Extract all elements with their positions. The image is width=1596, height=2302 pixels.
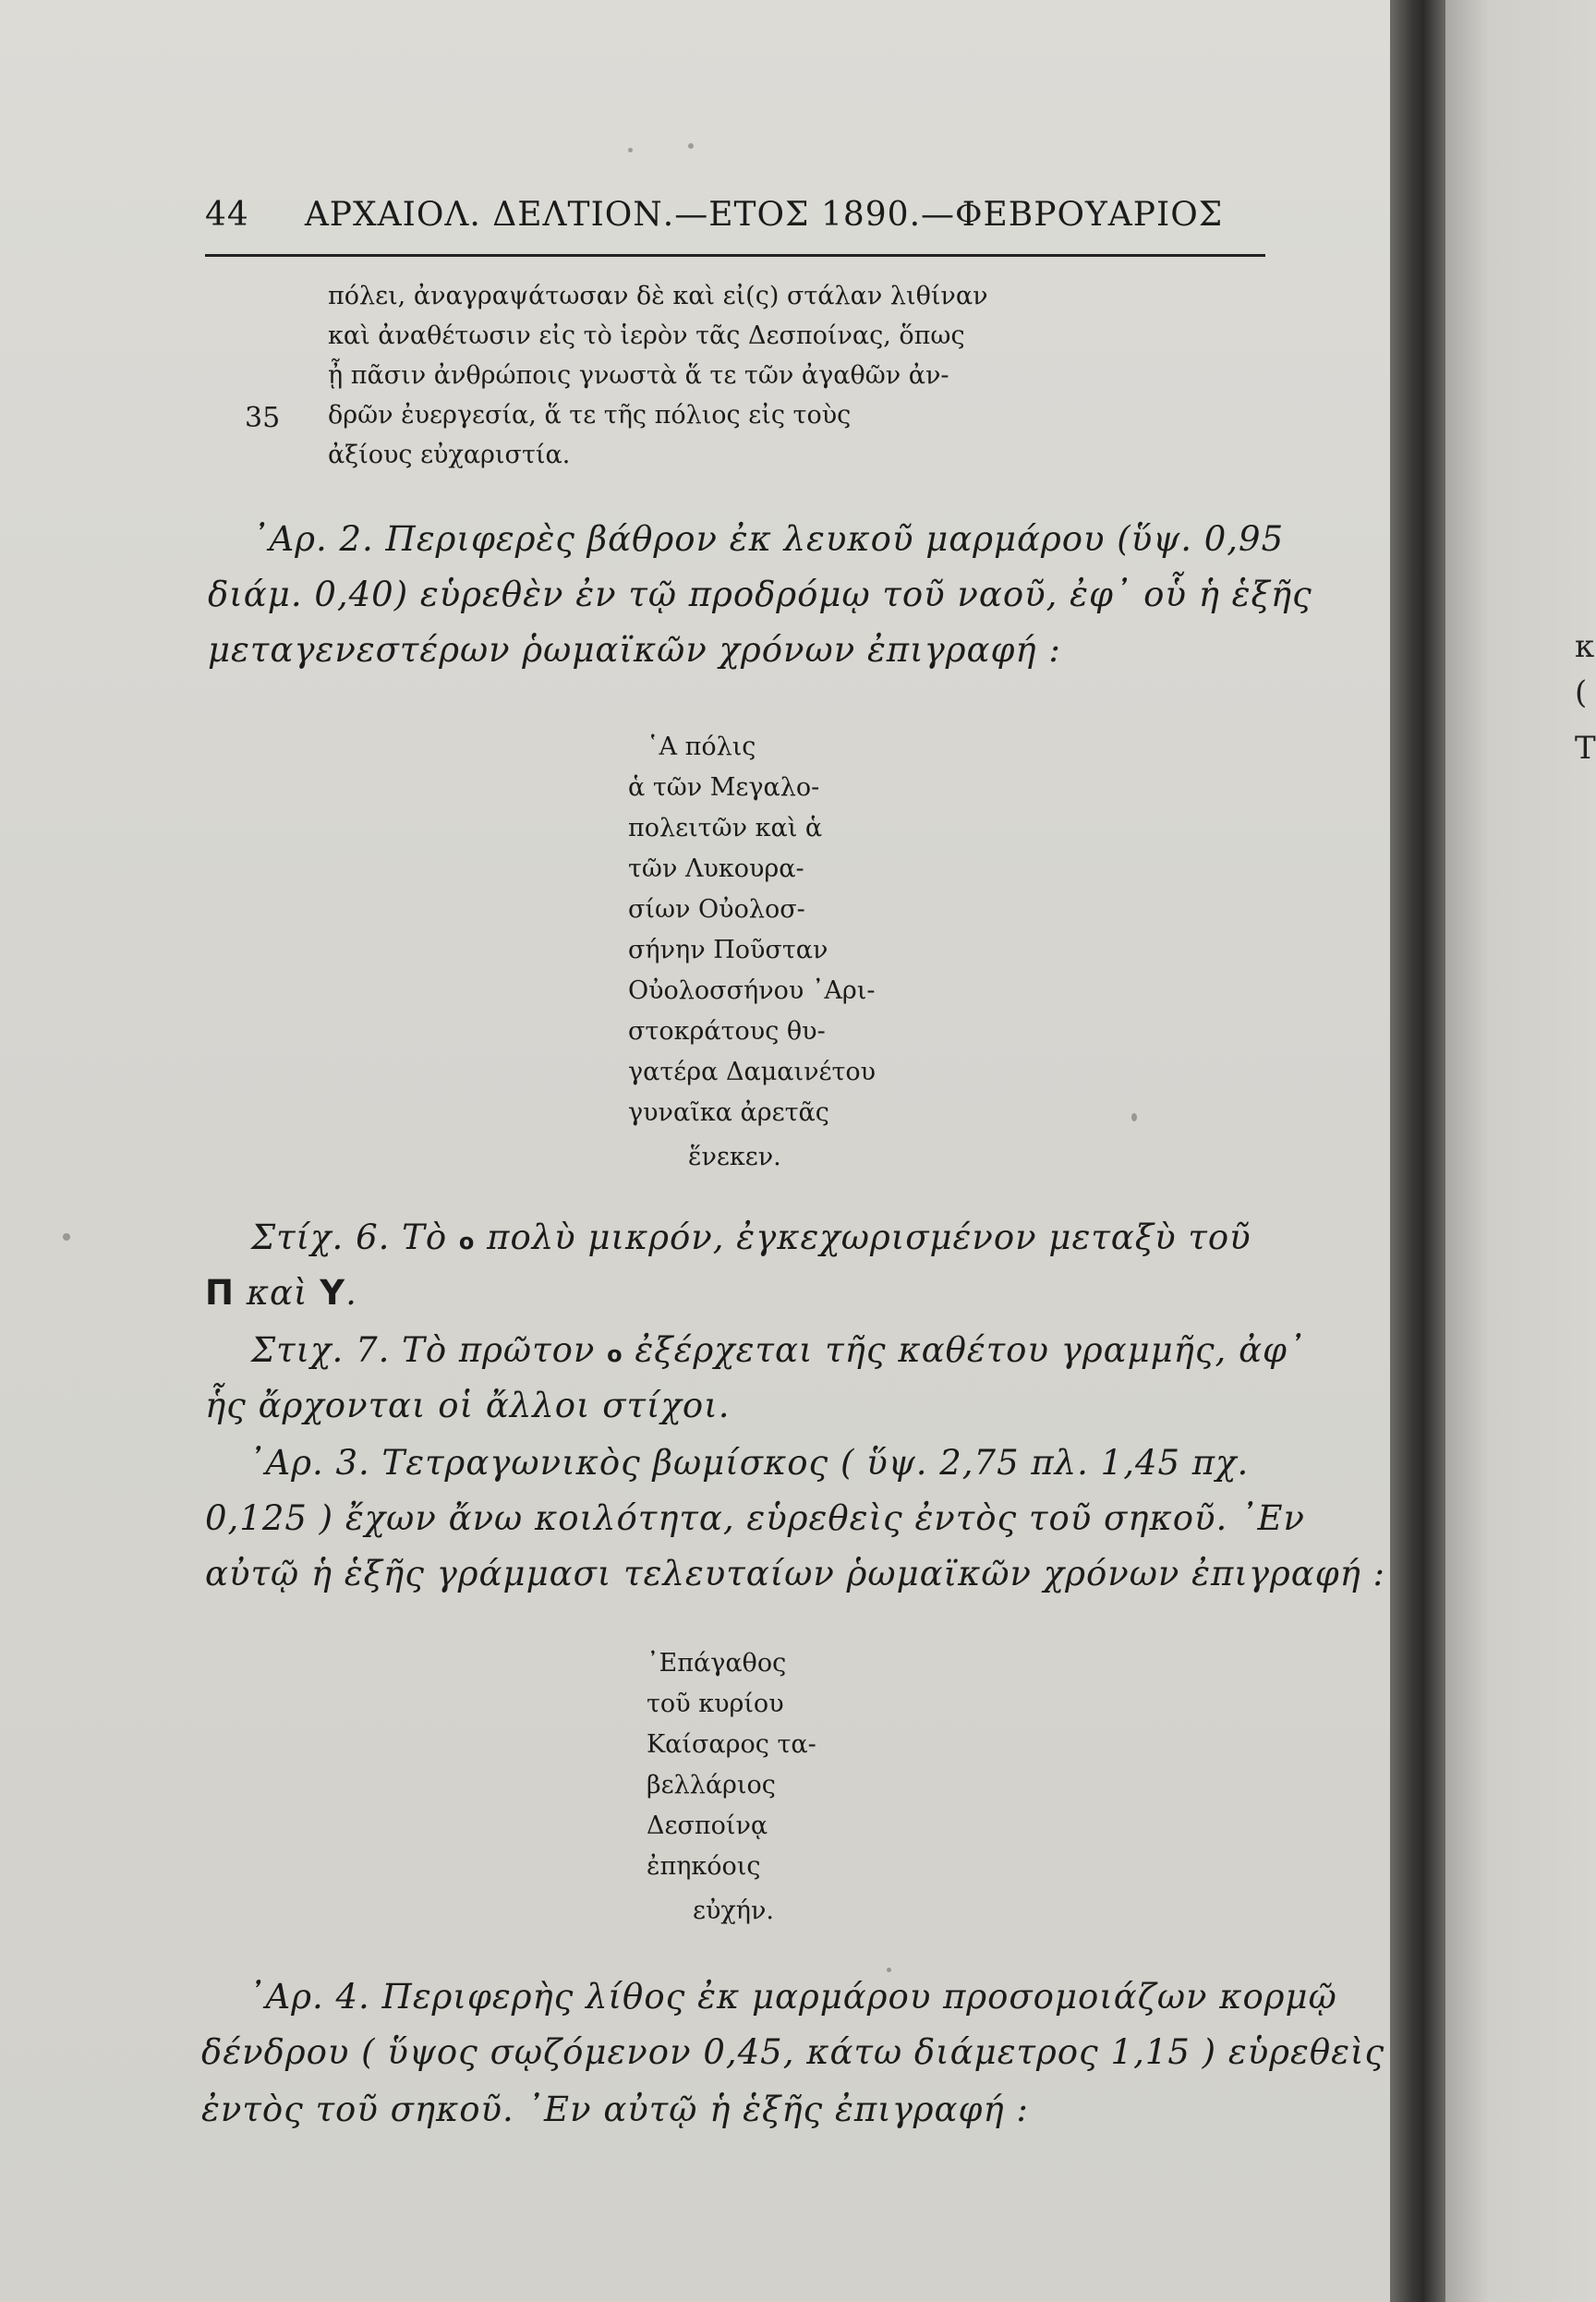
inscription-line: καὶ ἀναθέτωσιν εἰς τὸ ἱερὸν τᾶς Δεσποίνας, ὅπως	[328, 321, 965, 350]
scan-speck	[63, 1233, 70, 1241]
line-number: 35	[245, 402, 281, 434]
inscription-line: εὐχήν.	[693, 1896, 774, 1925]
inscription-line: γατέρα Δαμαινέτου	[628, 1058, 877, 1086]
book-gutter	[1390, 0, 1445, 2302]
body-line: διάμ. 0,40) εὑρεθὲν ἐν τῷ προδρόμῳ τοῦ ναοῦ, ἐφ᾿ οὗ ἡ ἑξῆς	[208, 575, 1312, 614]
note-text: Στιχ. 7. Τὸ πρῶτον	[251, 1330, 596, 1370]
inscription-line: ἐπηκόοις	[647, 1852, 761, 1881]
scan-speck	[628, 148, 633, 152]
body-line: μεταγενεστέρων ῥωμαϊκῶν χρόνων ἐπιγραφή :	[208, 630, 1061, 670]
running-title: ΑΡΧΑΙΟΛ. ΔΕΛΤΙΟΝ.—ΕΤΟΣ 1890.—ΦΕΒΡΟΥΑΡΙΟΣ	[304, 196, 1224, 234]
epigraphic-glyph: Υ	[320, 1273, 346, 1313]
note-line	[251, 1330, 1305, 1370]
note-text: πολὺ μικρόν, ἐγκεχωρισμένον μεταξὺ τοῦ	[487, 1218, 1251, 1257]
note-text: Στίχ. 6. Τὸ	[251, 1218, 448, 1257]
epigraphic-glyph: ο	[607, 1341, 623, 1367]
inscription-line: σίων Οὐολοσ-	[628, 895, 805, 924]
inscription-line: σήνην Ποῦσταν	[628, 936, 828, 964]
note-text: καὶ	[246, 1273, 308, 1313]
body-line: ᾿Αρ. 3. Τετραγωνικὸς βωμίσκος ( ὕψ. 2,75 πλ. 1,45 πχ.	[248, 1443, 1250, 1483]
inscription-line: γυναῖκα ἀρετᾶς	[628, 1098, 829, 1127]
inscription-line: τῶν Λυκουρα-	[628, 854, 804, 883]
body-line: ᾿Αρ. 4. Περιφερὴς λίθος ἐκ μαρμάρου προσομοιάζων κορμῷ	[248, 1977, 1337, 2017]
note-text: ἐξέρχεται τῆς καθέτου γραμμῆς, ἀφ᾿	[635, 1330, 1306, 1370]
epigraphic-glyph: ο	[458, 1229, 476, 1254]
inscription-line: πολειτῶν καὶ ἁ	[628, 814, 823, 842]
scan-speck	[887, 1968, 891, 1972]
inscription-line: τοῦ κυρίου	[647, 1690, 784, 1718]
inscription-line: ἕνεκεν.	[688, 1143, 781, 1171]
inscription-line: ἁ τῶν Μεγαλο-	[628, 773, 820, 802]
body-line: 0,125 ) ἔχων ἄνω κοιλότητα, εὑρεθεὶς ἐντὸς τοῦ σηκοῦ. ᾿Εν	[205, 1498, 1306, 1538]
inscription-line: Οὐολοσσήνου ᾿Αρι-	[628, 976, 876, 1005]
adjacent-page-edge	[1445, 0, 1596, 2302]
inscription-line: στοκράτους θυ-	[628, 1017, 826, 1046]
body-line: ᾿Αρ. 2. Περιφερὲς βάθρον ἐκ λευκοῦ μαρμάρου (ὕψ. 0,95	[251, 519, 1285, 559]
edge-text: κ	[1575, 628, 1595, 665]
inscription-line: ᾖ πᾶσιν ἀνθρώποις γνωστὰ ἅ τε τῶν ἀγαθῶν ἀν-	[328, 361, 949, 390]
header-rule	[205, 254, 1265, 257]
page-number: 44	[205, 196, 249, 234]
inscription-line: πόλει, ἀναγραψάτωσαν δὲ καὶ εἰ(ς) στάλαν λιθίναν	[328, 282, 988, 310]
inscription-line: Καίσαρος τα-	[647, 1730, 816, 1759]
inscription-line: ᾿Επάγαθος	[647, 1649, 787, 1678]
inscription-line: δρῶν ἐυεργεσία, ἅ τε τῆς πόλιος εἰς τοὺς	[328, 401, 852, 430]
edge-text: Τ	[1575, 730, 1596, 767]
inscription-line: Δεσποίνᾳ	[647, 1811, 768, 1840]
body-line: δένδρου ( ὕψος σῳζόμενον 0,45, κάτω διάμετρος 1,15 ) εὑρεθεὶς	[201, 2032, 1385, 2072]
body-line: αὐτῷ ἡ ἑξῆς γράμμασι τελευταίων ῥωμαϊκῶν χρόνων ἐπιγραφή :	[205, 1554, 1386, 1593]
epigraphic-glyph: Π	[205, 1273, 235, 1313]
inscription-line: ἀξίους εὐχαριστία.	[328, 441, 571, 469]
note-line	[251, 1218, 1251, 1257]
edge-text: (	[1575, 674, 1588, 711]
inscription-line: βελλάριος	[647, 1771, 776, 1799]
running-header	[205, 196, 1267, 234]
note-line	[205, 1273, 357, 1313]
note-line: ἧς ἄρχονται οἱ ἄλλοι στίχοι.	[205, 1386, 731, 1425]
scan-speck	[1131, 1113, 1137, 1121]
inscription-line: ῾Α πόλις	[647, 733, 756, 761]
note-text: .	[345, 1273, 357, 1313]
body-line: ἐντὸς τοῦ σηκοῦ. ᾿Εν αὐτῷ ἡ ἑξῆς ἐπιγραφή :	[201, 2090, 1029, 2129]
scan-speck	[688, 143, 694, 149]
